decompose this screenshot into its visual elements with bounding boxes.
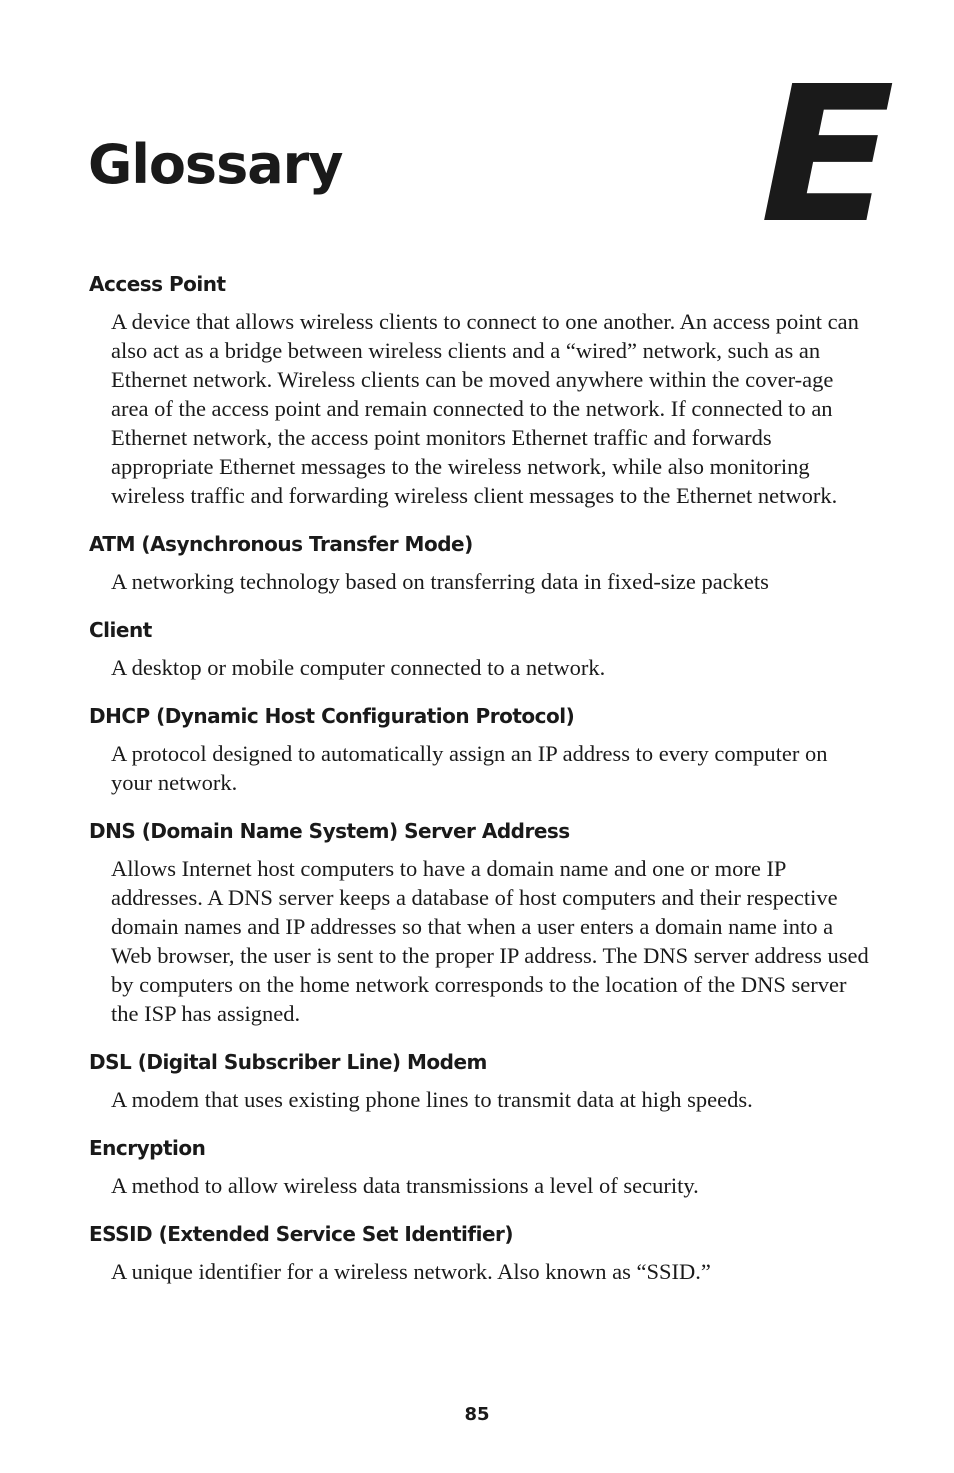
glossary-term: DNS (Domain Name System) Server Address	[89, 819, 570, 843]
glossary-entry-client	[89, 616, 874, 682]
glossary-entry-dns	[89, 817, 874, 1028]
glossary-entry-essid	[89, 1220, 874, 1286]
glossary-definition: A method to allow wireless data transmissions a level of security.	[111, 1173, 699, 1198]
glossary-term: DSL (Digital Subscriber Line) Modem	[89, 1050, 487, 1074]
glossary-definition: A device that allows wireless clients to connect to one another. An access point can also act as a bridge between wireless clients and a “wired” network, such as an Ethernet network. Wireless clients can be moved anywhere within the cover-age area of the access point and remain connected to the network. If connected to an Ethernet network, the access point monitors Ethernet traffic and forwards appropriate Ethernet messages to the wireless network, while also monitoring wireless traffic and forwarding wireless client messages to the Ethernet network.	[111, 309, 859, 508]
glossary-definition: Allows Internet host computers to have a domain name and one or more IP addresses. A DNS server keeps a database of host computers and their respective domain names and IP addresses so that when a user enters a domain name into a Web browser, the user is sent to the proper IP address. The DNS server address used by computers on the home network corresponds to the location of the DNS server the ISP has assigned.	[111, 856, 869, 1026]
glossary-definition: A protocol designed to automatically assign an IP address to every computer on your network.	[111, 741, 828, 795]
glossary-term: DHCP (Dynamic Host Configuration Protocol)	[89, 704, 575, 728]
glossary-definition: A networking technology based on transferring data in fixed-size packets	[111, 569, 769, 594]
glossary-entry-atm	[89, 530, 874, 596]
glossary-entry-encryption	[89, 1134, 874, 1200]
glossary-term: Encryption	[89, 1136, 206, 1160]
glossary-term: Access Point	[89, 272, 226, 296]
glossary-term: ATM (Asynchronous Transfer Mode)	[89, 532, 473, 556]
glossary-term: ESSID (Extended Service Set Identifier)	[89, 1222, 514, 1246]
glossary-entry-access-point	[89, 270, 874, 510]
glossary-list	[89, 270, 874, 1306]
glossary-entry-dsl	[89, 1048, 874, 1114]
glossary-entry-dhcp	[89, 702, 874, 797]
glossary-definition: A unique identifier for a wireless network. Also known as “SSID.”	[111, 1259, 711, 1284]
glossary-definition: A desktop or mobile computer connected to a network.	[111, 655, 606, 680]
glossary-definition: A modem that uses existing phone lines to transmit data at high speeds.	[111, 1087, 753, 1112]
page-number: 85	[464, 1404, 490, 1425]
chapter-letter: E	[760, 46, 895, 265]
page-title: Glossary	[88, 133, 343, 196]
glossary-term: Client	[89, 618, 152, 642]
